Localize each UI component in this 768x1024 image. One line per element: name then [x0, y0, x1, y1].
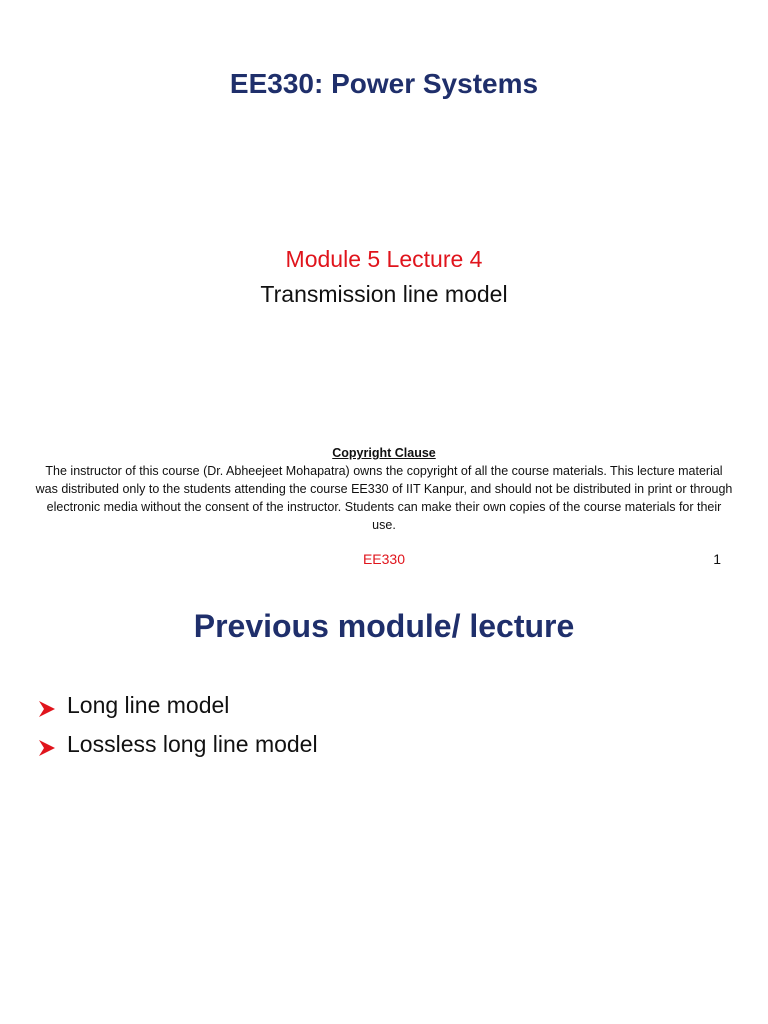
list-item: [38, 686, 318, 725]
lecture-topic: Transmission line model: [260, 281, 508, 307]
arrow-bullet-icon: [38, 697, 56, 715]
footer-course-code: EE330: [362, 551, 406, 567]
copyright-heading: Copyright Clause: [332, 446, 436, 460]
course-title: EE330: Power Systems: [229, 68, 539, 99]
slide-title: Previous module/ lecture: [193, 608, 575, 644]
bullet-text: Lossless long line model: [67, 731, 318, 757]
slide-2: [0, 580, 768, 1024]
bullet-list: [38, 686, 318, 764]
module-lecture-label: Module 5 Lecture 4: [285, 246, 483, 272]
bullet-text: Long line model: [67, 692, 230, 718]
copyright-text: The instructor of this course (Dr. Abheejeet Mohapatra) owns the copyright of all the course materials. This lecture material was distributed only to the students attending the course EE330 of IIT Kanpur, and should not be distributed in print or through electronic media without the consent of the instructor. Students can make their own copies of the course materials for their use.: [35, 464, 733, 532]
list-item: [38, 725, 318, 764]
page-number: 1: [713, 551, 721, 567]
arrow-bullet-icon: [38, 736, 56, 754]
copyright-clause: [34, 444, 734, 534]
